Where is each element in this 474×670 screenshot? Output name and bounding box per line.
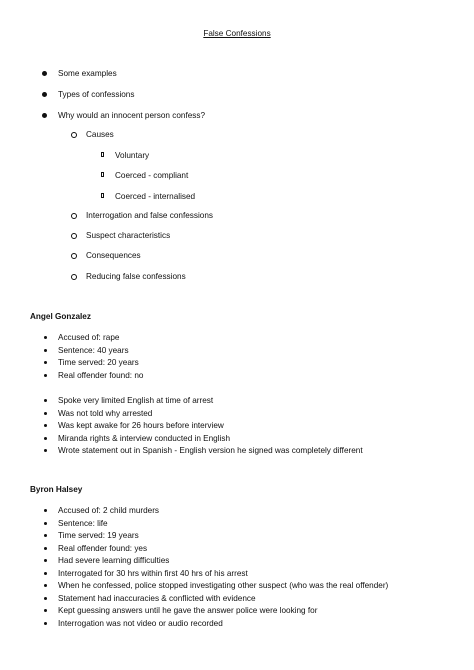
cause-coerced-compliant: Coerced - compliant — [115, 171, 189, 180]
cause-voluntary: Voluntary — [115, 151, 150, 160]
bullet-dot — [44, 509, 47, 512]
bullet-circle — [71, 274, 77, 280]
bullet-disc — [42, 92, 47, 97]
bullet-dot — [44, 374, 47, 377]
bullet-dot — [44, 547, 47, 550]
byron-item: Time served: 19 years — [58, 531, 139, 540]
outline-item-types: Types of confessions — [58, 90, 135, 99]
byron-item: Interrogated for 30 hrs within first 40 hrs of his arrest — [58, 569, 248, 578]
bullet-square — [101, 193, 104, 198]
bullet-circle — [71, 213, 77, 219]
outline-item-interrogation: Interrogation and false confessions — [86, 211, 213, 220]
bullet-dot — [44, 449, 47, 452]
angel-detail: Was not told why arrested — [58, 409, 153, 418]
bullet-dot — [44, 424, 47, 427]
case-heading-byron: Byron Halsey — [30, 485, 83, 494]
outline-item-examples: Some examples — [58, 69, 117, 78]
angel-detail: Miranda rights & interview conducted in English — [58, 434, 231, 443]
case-heading-angel: Angel Gonzalez — [30, 312, 91, 321]
bullet-circle — [71, 132, 77, 138]
bullet-dot — [44, 584, 47, 587]
page-title: False Confessions — [203, 29, 271, 38]
byron-item: Interrogation was not video or audio recorded — [58, 619, 223, 628]
bullet-dot — [44, 622, 47, 625]
outline-item-suspect: Suspect characteristics — [86, 231, 171, 240]
angel-detail: Wrote statement out in Spanish - English version he signed was completely different — [58, 446, 363, 455]
bullet-dot — [44, 399, 47, 402]
byron-item: Kept guessing answers until he gave the answer police were looking for — [58, 606, 318, 615]
bullet-dot — [44, 412, 47, 415]
bullet-dot — [44, 609, 47, 612]
angel-fact: Time served: 20 years — [58, 358, 139, 367]
outline-item-causes: Causes — [86, 130, 114, 139]
angel-detail: Spoke very limited English at time of arrest — [58, 396, 214, 405]
bullet-disc — [42, 113, 47, 118]
bullet-circle — [71, 253, 77, 259]
bullet-dot — [44, 534, 47, 537]
byron-item: Accused of: 2 child murders — [58, 506, 160, 515]
bullet-dot — [44, 522, 47, 525]
byron-item: Sentence: life — [58, 519, 108, 528]
bullet-dot — [44, 349, 47, 352]
bullet-square — [101, 172, 104, 177]
angel-fact: Accused of: rape — [58, 333, 120, 342]
bullet-disc — [42, 71, 47, 76]
outline-item-consequences: Consequences — [86, 251, 141, 260]
cause-coerced-internalised: Coerced - internalised — [115, 192, 196, 201]
outline-item-reducing: Reducing false confessions — [86, 272, 186, 281]
bullet-dot — [44, 361, 47, 364]
angel-fact: Sentence: 40 years — [58, 346, 129, 355]
bullet-circle — [71, 233, 77, 239]
angel-detail: Was kept awake for 26 hours before interview — [58, 421, 224, 430]
angel-fact: Real offender found: no — [58, 371, 144, 380]
bullet-dot — [44, 572, 47, 575]
outline-item-why: Why would an innocent person confess? — [58, 111, 206, 120]
byron-item: When he confessed, police stopped investigating other suspect (who was the real offender) — [58, 581, 389, 590]
bullet-dot — [44, 437, 47, 440]
bullet-dot — [44, 597, 47, 600]
byron-item: Statement had inaccuracies & conflicted with evidence — [58, 594, 256, 603]
bullet-dot — [44, 559, 47, 562]
bullet-square — [101, 152, 104, 157]
byron-item: Had severe learning difficulties — [58, 556, 170, 565]
bullet-dot — [44, 336, 47, 339]
byron-item: Real offender found: yes — [58, 544, 148, 553]
